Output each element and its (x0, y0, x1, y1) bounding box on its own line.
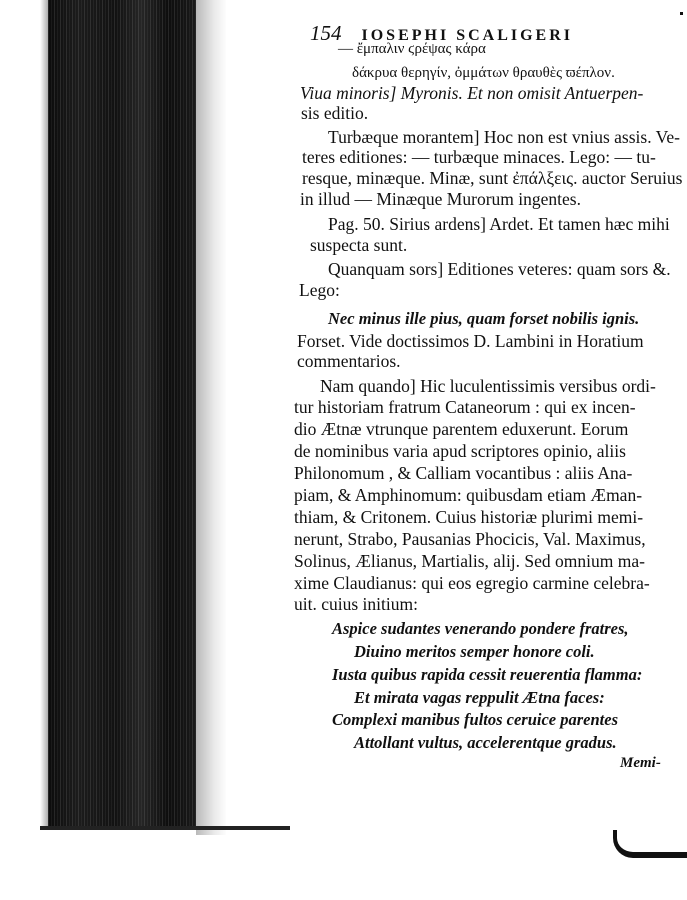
book-bottom-edge (40, 826, 290, 830)
catchword: Memi- (620, 755, 661, 771)
text-line: Viua minoris] Myronis. Et non omisit Antuerpen- (300, 83, 644, 103)
text-line: nerunt, Strabo, Pausanias Phocicis, Val. Maximus, (294, 529, 646, 549)
book-page (292, 0, 687, 800)
greek-quote-line: δάκρυα θερηγίν, ὀμμάτων θραυθὲς ϖέπλον. (352, 65, 615, 81)
text-line: Solinus, Ælianus, Martialis, alij. Sed omnium ma- (294, 551, 645, 571)
text-line: Nam quando] Hic luculentissimis versibus ordi- (320, 376, 656, 396)
text-line: Quanquam sors] Editiones veteres: quam sors &. (328, 259, 671, 279)
text-line: in illud — Minæque Murorum ingentes. (300, 189, 581, 209)
text-line: Forset. Vide doctissimos D. Lambini in Horatium (297, 331, 644, 351)
text-line: piam, & Amphinomum: quibusdam etiam Æman- (294, 485, 643, 505)
text-line: xime Claudianus: qui eos egregio carmine celebra- (294, 573, 650, 593)
text-line: Lego: (299, 280, 340, 300)
greek-quote-line: — ἔμπαλιν ϛρέψας κάρα (338, 41, 486, 57)
verse-line: Complexi manibus fultos ceruice parentes (332, 710, 619, 729)
verse-line: Attollant vultus, accelerentque gradus. (354, 733, 617, 752)
text-line: teres editiones: — turbæque minaces. Lego: — tu- (302, 147, 656, 167)
verse-line: Aspice sudantes venerando pondere fratres, (332, 619, 629, 638)
text-line: tur historiam fratrum Cataneorum : qui ex incen- (294, 397, 636, 417)
verse-line: Iusta quibus rapida cessit reuerentia flamma: (332, 665, 643, 684)
verse-line: Et mirata vagas reppulit Ætna faces: (354, 688, 605, 707)
text-line: Philonomum , & Calliam vocantibus : aliis Ana- (294, 463, 633, 483)
verse-line: Diuino meritos semper honore coli. (354, 642, 595, 661)
text-line: thiam, & Critonem. Cuius historiæ plurimi memi- (294, 507, 644, 527)
text-line: resque, minæque. Minæ, sunt ἐπάλξεις. auctor Seruius (302, 168, 683, 188)
text-line: sis editio. (301, 103, 369, 123)
running-head: IOSEPHI SCALIGERI (361, 27, 573, 44)
gutter-highlight (196, 0, 226, 835)
text-line: dio Ætnæ vtrunque parentem eduxerunt. Eorum (294, 419, 629, 439)
text-line: de nominibus varia apud scriptores opinio, aliis (294, 441, 626, 461)
fore-edge-stack (48, 0, 198, 828)
verse-line: Nec minus ille pius, quam forset nobilis ignis. (328, 309, 640, 328)
text-line: Pag. 50. Sirius ardens] Ardet. Et tamen hæc mihi (328, 214, 670, 234)
page-corner-curl (613, 830, 687, 858)
text-line: Turbæque morantem] Hoc non est vnius assis. Ve- (328, 127, 680, 147)
text-line: commentarios. (297, 351, 401, 371)
text-line: uit. cuius initium: (294, 594, 418, 614)
page-number: 154 (310, 21, 342, 45)
book-spine-edge (0, 0, 230, 900)
text-line: suspecta sunt. (310, 235, 408, 255)
